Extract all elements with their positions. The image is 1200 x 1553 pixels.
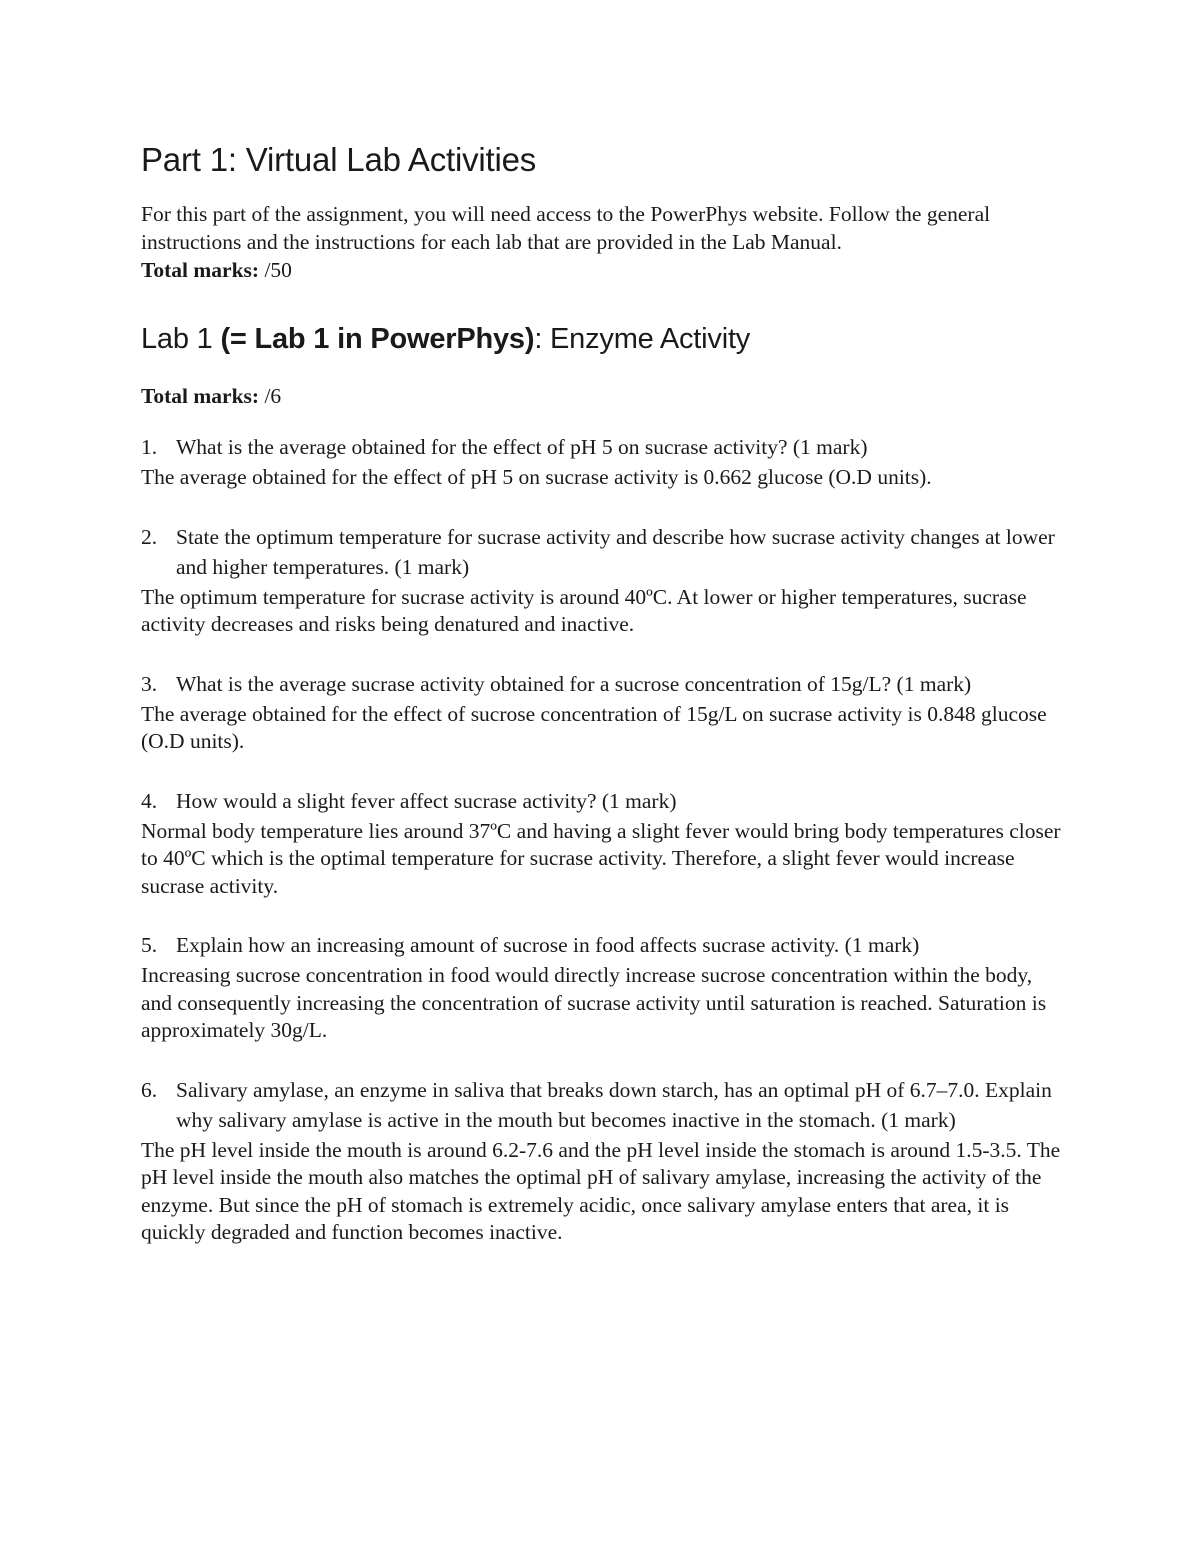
question-text: How would a slight fever affect sucrase activity? (1 mark): [176, 788, 677, 813]
lab-title-prefix: Lab 1: [141, 322, 221, 355]
question-block: [141, 522, 1061, 639]
part-title: Part 1: Virtual Lab Activities: [141, 141, 537, 178]
lab-total-marks-value: /6: [259, 384, 282, 409]
answer-text: The optimum temperature for sucrase activity is around 40ºC. At lower or higher temperatures, sucrase activity decreases and risks being denatured and inactive.: [141, 584, 1027, 637]
question: [141, 522, 1061, 582]
question-text: State the optimum temperature for sucrase activity and describe how sucrase activity changes at lower and higher temperatures. (1 mark): [176, 524, 1055, 579]
question: [141, 1075, 1061, 1135]
question-block: [141, 786, 1061, 901]
question: [141, 669, 1061, 699]
question-text: Salivary amylase, an enzyme in saliva that breaks down starch, has an optimal pH of 6.7–7.0. Explain why salivary amylase is active in the mouth but becomes inactive in the stomach. (1 mark): [176, 1077, 1052, 1132]
question-number: 6.: [141, 1077, 158, 1102]
lab-total-marks: [141, 382, 1061, 410]
question: [141, 432, 1061, 462]
question-block: [141, 930, 1061, 1045]
question: [141, 786, 1061, 816]
question-block: [141, 1075, 1061, 1247]
part-intro: For this part of the assignment, you will need access to the PowerPhys website. Follow the general instructions and the instructions for each lab that are provided in the Lab Manual.: [141, 201, 991, 254]
answer-text: Increasing sucrose concentration in food would directly increase sucrose concentration within the body, and consequently increasing the concentration of sucrase activity until saturation is reached. Saturation is approximately 30g/L.: [141, 963, 1047, 1043]
question-text: What is the average sucrase activity obtained for a sucrose concentration of 15g/L? (1 mark): [176, 671, 972, 696]
question: [141, 930, 1061, 960]
answer-text: The average obtained for the effect of pH 5 on sucrase activity is 0.662 glucose (O.D units).: [141, 465, 932, 490]
question-block: [141, 432, 1061, 492]
lab-title-bold: (= Lab 1 in PowerPhys): [220, 322, 535, 355]
question-text: Explain how an increasing amount of sucrose in food affects sucrase activity. (1 mark): [176, 933, 920, 958]
question-number: 1.: [141, 435, 158, 460]
lab-total-marks-label: Total marks:: [141, 384, 260, 409]
question-number: 2.: [141, 524, 158, 549]
part-total-marks-value: /50: [259, 257, 292, 282]
answer-text: The average obtained for the effect of sucrose concentration of 15g/L on sucrase activity is 0.848 glucose (O.D units).: [141, 701, 1047, 754]
part-total-marks-label: Total marks:: [141, 257, 260, 282]
answer-text: The pH level inside the mouth is around 6.2-7.6 and the pH level inside the stomach is around 1.5-3.5. The pH level inside the mouth also matches the optimal pH of salivary amylase, increasing the activity of the enzyme. But since the pH of stomach is extremely acidic, once salivary amylase enters that area, it is quickly degraded and function becomes inactive.: [141, 1137, 1061, 1245]
lab-title: [141, 322, 1061, 357]
document-page: [141, 140, 1061, 1277]
part-total-marks: [141, 256, 1061, 284]
question-block: [141, 669, 1061, 756]
question-number: 3.: [141, 671, 158, 696]
question-number: 4.: [141, 788, 158, 813]
answer-text: Normal body temperature lies around 37ºC and having a slight fever would bring body temperatures closer to 40ºC which is the optimal temperature for sucrase activity. Therefore, a slight fever would increase sucrase activity.: [141, 818, 1061, 898]
lab-title-suffix: : Enzyme Activity: [534, 322, 751, 355]
question-text: What is the average obtained for the effect of pH 5 on sucrase activity? (1 mark): [176, 435, 868, 460]
question-number: 5.: [141, 933, 158, 958]
